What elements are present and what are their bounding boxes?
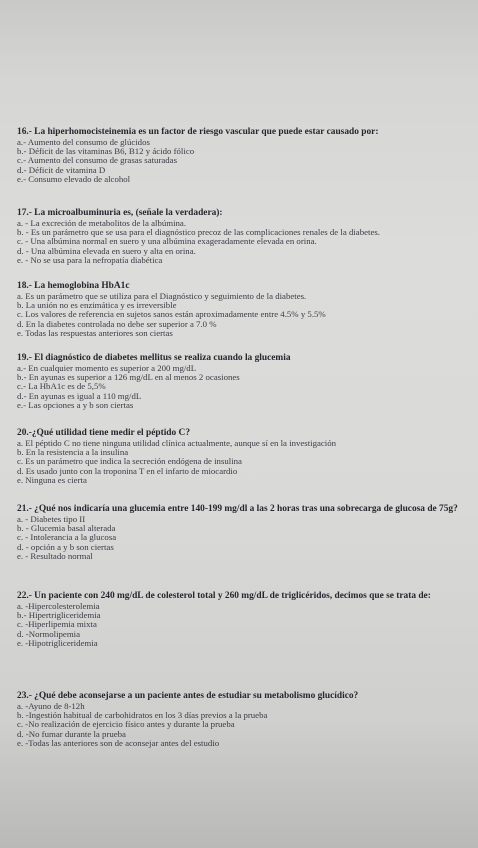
option-c: c. -No realización de ejercicio físico antes y durante la prueba bbox=[17, 719, 235, 730]
option-c: c. - Una albúmina normal en suero y una albúmina exageradamente elevada en orina. bbox=[17, 236, 317, 247]
option-e: e. -Todas las anteriores son de aconsejar antes del estudio bbox=[17, 737, 220, 748]
question-22 bbox=[17, 591, 467, 648]
option-b: b.- Déficit de las vitaminas B6, B12 y ácido fólico bbox=[17, 146, 195, 157]
question-20 bbox=[17, 428, 467, 485]
option-e: e. - No se usa para la nefropatía diabética bbox=[17, 254, 163, 265]
question-title: 18.- La hemoglobina HbA1c bbox=[17, 281, 130, 291]
option-d: d.- En ayunas es igual a 110 mg/dL bbox=[17, 390, 142, 401]
option-d: d. En la diabetes controlada no debe ser superior a 7.0 % bbox=[17, 318, 217, 329]
option-e: e. -Hipotrigliceridemia bbox=[17, 637, 98, 648]
option-a: a. -Hipercolesterolemia bbox=[17, 601, 100, 611]
option-b: b.- Hipertrigliceridemia bbox=[17, 610, 101, 621]
option-c: c.- Aumento del consumo de grasas saturadas bbox=[17, 155, 178, 166]
option-c: c. -Hiperlipemia mixta bbox=[17, 619, 97, 630]
option-b: b. La unión no es enzimática y es irreversible bbox=[17, 300, 177, 311]
option-c: c. Los valores de referencia en sujetos sanos están aproximadamente entre 4.5% y 5.5% bbox=[17, 309, 326, 320]
option-d: d.- Déficit de vitamina D bbox=[17, 164, 106, 175]
question-19 bbox=[17, 353, 467, 410]
option-a: a. - La excreción de metabolitos de la albúmina. bbox=[17, 218, 187, 228]
option-a: a.- Aumento del consumo de glúcidos bbox=[17, 137, 150, 147]
option-a: a.- En cualquier momento es superior a 200 mg/dL bbox=[17, 363, 197, 373]
option-d: d. - opción a y b son ciertas bbox=[17, 541, 114, 552]
option-a: a. Es un parámetro que se utiliza para el Diagnóstico y seguimiento de la diabetes. bbox=[17, 291, 307, 301]
option-b: b.- En ayunas es superior a 126 mg/dL en al menos 2 ocasiones bbox=[17, 372, 240, 383]
option-e: e. Todas las respuestas anteriores son ciertas bbox=[17, 327, 173, 338]
option-a: a. El péptido C no tiene ninguna utilidad clínica actualmente, aunque sí en la investigación bbox=[17, 438, 337, 448]
question-21 bbox=[17, 504, 467, 561]
option-b: b. - Es un parámetro que se usa para el diagnóstico precoz de las complicaciones renales de la diabetes. bbox=[17, 227, 380, 238]
option-e: e. - Resultado normal bbox=[17, 550, 93, 561]
option-c: c.- La HbA1c es de 5,5% bbox=[17, 381, 106, 392]
question-title: 22.- Un paciente con 240 mg/dL de colesterol total y 260 mg/dL de triglicéridos, decimos que se trata de: bbox=[17, 591, 431, 601]
question-23 bbox=[17, 691, 467, 748]
option-b: b. En la resistencia a la insulina bbox=[17, 447, 129, 458]
option-a: a. - Diabetes tipo II bbox=[17, 514, 86, 524]
question-title: 16.- La hiperhomocisteinemia es un factor de riesgo vascular que puede estar causado por: bbox=[17, 127, 379, 137]
option-e: e. Ninguna es cierta bbox=[17, 474, 87, 485]
question-title: 21.- ¿Qué nos indicaría una glucemia entre 140-199 mg/dl a las 2 horas tras una sobrecarga de glucosa de 75g? bbox=[17, 504, 458, 514]
option-a: a. -Ayuno de 8-12h bbox=[17, 701, 85, 711]
question-title: 19.- El diagnóstico de diabetes mellitus se realiza cuando la glucemia bbox=[17, 353, 291, 363]
question-title: 23.- ¿Qué debe aconsejarse a un paciente antes de estudiar su metabolismo glucídico? bbox=[17, 691, 359, 701]
option-d: d. -Normolipemia bbox=[17, 628, 81, 639]
option-b: b. -Ingestión habitual de carbohidratos en los 3 días previos a la prueba bbox=[17, 710, 268, 721]
question-16 bbox=[17, 127, 467, 184]
question-title: 17.- La microalbuminuria es, (señale la verdadera): bbox=[17, 208, 223, 218]
option-d: d. - Una albúmina elevada en suero y alta en orina. bbox=[17, 245, 196, 256]
question-17 bbox=[17, 208, 467, 265]
question-18 bbox=[17, 281, 467, 338]
option-d: d. -No fumar durante la prueba bbox=[17, 728, 126, 739]
option-c: c. - Intolerancia a la glucosa bbox=[17, 532, 117, 543]
question-title: 20.-¿Qué utilidad tiene medir el péptido C? bbox=[17, 428, 191, 438]
option-c: c. Es un parámetro que indica la secreción endógena de insulina bbox=[17, 456, 242, 467]
option-e: e.- Las opciones a y b son ciertas bbox=[17, 399, 134, 410]
option-e: e.- Consumo elevado de alcohol bbox=[17, 173, 131, 184]
option-d: d. Es usado junto con la troponina T en el infarto de miocardio bbox=[17, 465, 238, 476]
option-b: b. - Glucemia basal alterada bbox=[17, 523, 116, 534]
